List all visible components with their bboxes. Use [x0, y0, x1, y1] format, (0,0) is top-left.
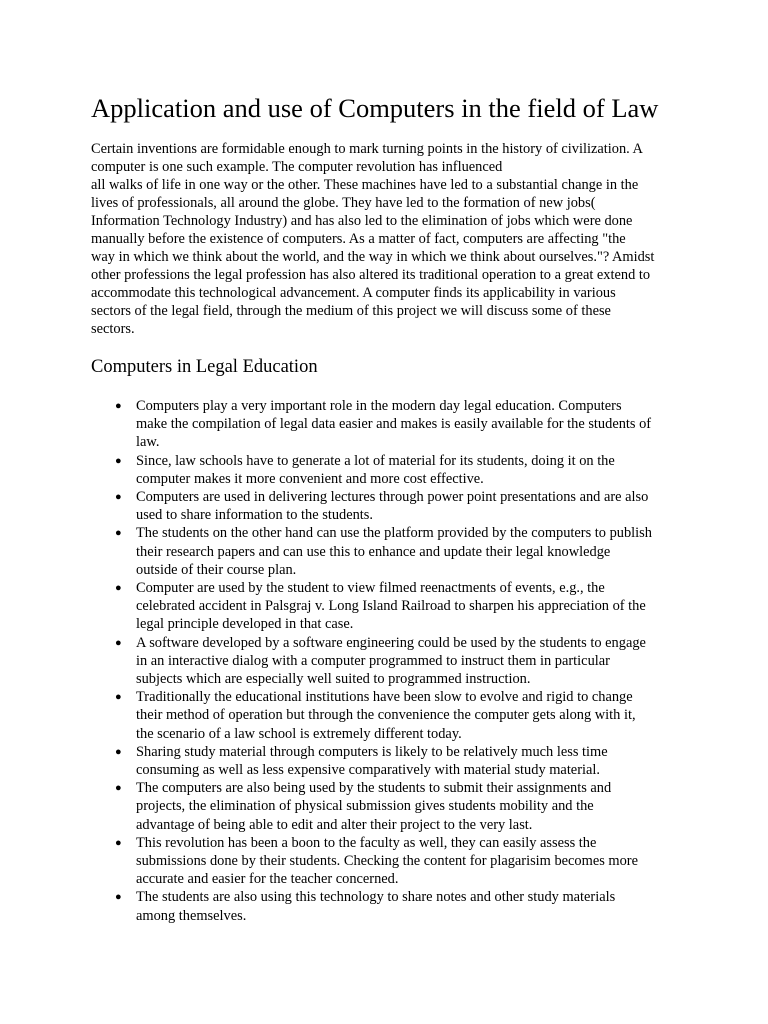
bullet-list	[0, 397, 768, 925]
bullet-icon: ●	[115, 400, 122, 412]
list-item-line: their method of operation but through the convenience the computer gets along with it,	[136, 707, 636, 724]
bullet-icon: ●	[115, 745, 122, 758]
bullet-icon: ●	[115, 891, 122, 904]
list-item-line: Sharing study material through computers is likely to be relatively much less time	[136, 743, 608, 760]
list-item	[0, 634, 768, 689]
bullet-icon: ●	[115, 691, 122, 704]
list-item	[0, 397, 768, 452]
list-item-line: Traditionally the educational institutions have been slow to evolve and rigid to change	[136, 689, 633, 706]
bullet-icon: ●	[115, 454, 122, 467]
list-item-line: Computer are used by the student to view filmed reenactments of events, e.g., the	[136, 580, 605, 597]
list-item	[0, 488, 768, 524]
intro-line: all walks of life in one way or the other. These machines have led to a substantial change in the	[91, 177, 639, 193]
list-item-line: subjects which are especially well suited to programmed instruction.	[136, 671, 531, 688]
list-item-line: outside of their course plan.	[136, 561, 297, 578]
bullet-icon: ●	[115, 636, 122, 649]
list-item-line: advantage of being able to edit and alter their project to the very last.	[136, 816, 533, 833]
list-item-line: the scenario of a law school is extremely different today.	[136, 725, 462, 742]
list-item	[0, 888, 768, 924]
intro-line: way in which we think about the world, and the way in which we think about ourselves."? Amidst	[91, 249, 655, 265]
list-item-line: celebrated accident in Palsgraj v. Long Island Railroad to sharpen his appreciation of the	[136, 598, 646, 615]
bullet-icon: ●	[115, 491, 122, 504]
list-item-line: projects, the elimination of physical submission gives students mobility and the	[136, 798, 594, 815]
list-item	[0, 779, 768, 834]
list-item-line: used to share information to the students.	[136, 507, 374, 524]
bullet-icon: ●	[115, 782, 122, 795]
list-item-line: Computers are used in delivering lectures through power point presentations and are also	[136, 489, 649, 506]
list-item-line: The students are also using this technology to share notes and other study materials	[136, 889, 616, 906]
list-item	[0, 688, 768, 743]
list-item	[0, 743, 768, 779]
intro-line: Information Technology Industry) and has also led to the elimination of jobs which were done	[91, 213, 633, 229]
list-item-line: among themselves.	[136, 907, 247, 924]
list-item-line: This revolution has been a boon to the faculty as well, they can easily assess the	[136, 834, 597, 851]
list-item-line: Computers play a very important role in the modern day legal education. Computers	[136, 398, 622, 414]
intro-line: accommodate this technological advancement. A computer finds its applicability in various	[91, 285, 616, 301]
list-item-line: A software developed by a software engineering could be used by the students to engage	[136, 634, 646, 651]
list-item-line: The computers are also being used by the students to submit their assignments and	[136, 780, 612, 797]
bullet-icon: ●	[115, 582, 122, 595]
intro-line: manually before the existence of computers. As a matter of fact, computers are affecting "the	[91, 231, 626, 247]
list-item-line: Since, law schools have to generate a lot of material for its students, doing it on the	[136, 452, 615, 469]
list-item-line: their research papers and can use this to enhance and update their legal knowledge	[136, 543, 611, 560]
document-title: Application and use of Computers in the field of Law	[91, 93, 659, 123]
list-item-line: in an interactive dialog with a computer programmed to instruct them in particular	[136, 652, 610, 669]
bullet-icon: ●	[115, 836, 122, 849]
bullet-icon: ●	[115, 527, 122, 540]
list-item-line: submissions done by their students. Checking the content for plagarisim becomes more	[136, 853, 638, 870]
list-item-line: legal principle developed in that case.	[136, 616, 354, 633]
intro-line: lives of professionals, all around the globe. They have led to the formation of new jobs(	[91, 195, 596, 211]
section-heading: Computers in Legal Education	[91, 357, 318, 377]
list-item	[0, 452, 768, 488]
list-item	[0, 524, 768, 579]
intro-line: other professions the legal profession has also altered its traditional operation to a great extend to	[91, 267, 651, 283]
intro-paragraph	[91, 140, 691, 338]
list-item-line: law.	[136, 434, 160, 451]
list-item-line: computer makes it more convenient and more cost effective.	[136, 470, 484, 487]
list-item-line: The students on the other hand can use the platform provided by the computers to publish	[136, 525, 652, 542]
intro-line: computer is one such example. The computer revolution has influenced	[91, 159, 503, 175]
list-item	[0, 834, 768, 889]
intro-line: Certain inventions are formidable enough to mark turning points in the history of civilization. A	[91, 141, 643, 157]
list-item-line: accurate and easier for the teacher concerned.	[136, 871, 399, 888]
intro-line: sectors.	[91, 321, 135, 337]
list-item-line: consuming as well as less expensive comparatively with material study material.	[136, 762, 600, 779]
list-item	[0, 579, 768, 634]
intro-line: sectors of the legal field, through the medium of this project we will discuss some of these	[91, 303, 611, 319]
list-item-line: make the compilation of legal data easier and makes is easily available for the students of	[136, 416, 652, 433]
